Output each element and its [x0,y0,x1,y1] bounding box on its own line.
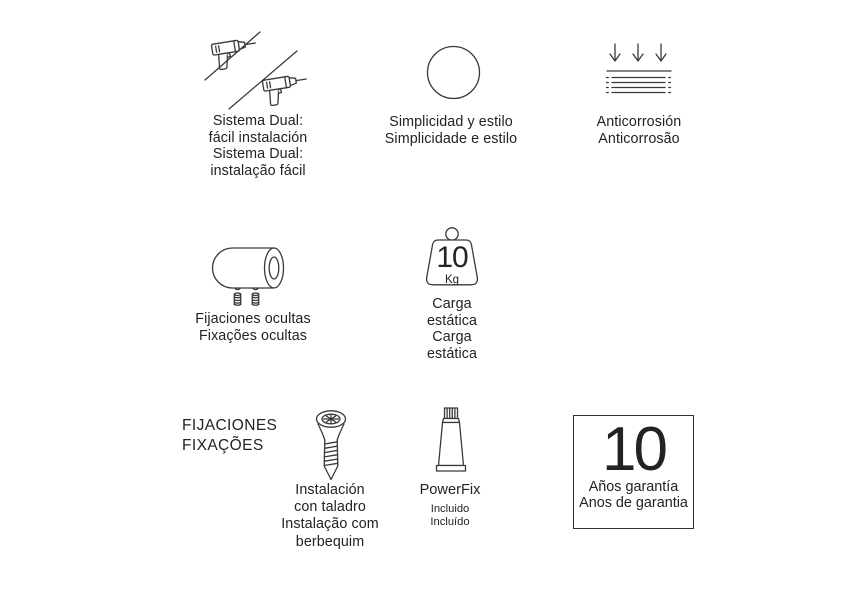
arrows-on-layers-icon [606,44,672,102]
anticorrosion-caption [556,114,722,147]
guarantee-years: 10 [602,415,665,484]
hidden-fixings-line-2: Fixações ocultas [198,327,308,344]
static-load-line-3: Carga [432,329,472,345]
fixings-heading-line-1: FIJACIONES [182,417,278,434]
fixings-heading-line-2: FIXAÇÕES [182,437,264,454]
static-load-line-4: estática [426,345,478,362]
simplicity-line-1: Simplicidad y estilo [389,114,513,130]
drill-installation-line-1: Instalación [295,482,365,498]
guarantee-line-1: Años garantía [588,479,679,495]
dual-system-line-2: fácil instalación [208,129,308,146]
dual-system-line-3: Sistema Dual: [212,146,304,162]
powerfix-title: PowerFix [419,482,481,498]
anticorrosion-line-1: Anticorrosión [596,114,682,130]
rail-with-screws-icon [211,247,295,309]
circle-icon [426,45,481,100]
screw-icon [310,409,352,483]
dual-system-caption [175,113,341,179]
weight-unit: Kg [444,274,460,286]
powerfix-included-line-1: Incluido [430,503,470,515]
static-load-caption [372,296,532,362]
guarantee-caption [579,479,688,512]
dual-system-line-4: instalação fácil [210,162,306,179]
fixings-heading [182,416,277,456]
glue-tube-icon [427,407,475,479]
hidden-fixings-caption [170,311,336,344]
dual-system-line-1: Sistema Dual: [212,113,304,129]
guarantee-badge [573,415,694,529]
anticorrosion-line-2: Anticorrosão [598,130,680,147]
static-load-line-1: Carga [432,296,472,312]
powerfix-included-line-2: Incluído [430,516,470,528]
drill-installation-line-4: berbequim [295,533,365,550]
drill-installation-line-2: con taladro [294,499,366,516]
weight-value: 10 [436,241,468,274]
drill-installation-line-3: Instalação com [281,516,379,533]
guarantee-line-2: Anos de garantia [579,495,688,512]
drill-crossed-and-drill-icon [203,30,321,112]
powerfix-included [370,503,530,529]
hidden-fixings-line-1: Fijaciones ocultas [195,311,311,327]
static-load-line-2: estática [426,312,478,329]
simplicity-caption [366,114,536,147]
simplicity-line-2: Simplicidade e estilo [384,130,518,147]
